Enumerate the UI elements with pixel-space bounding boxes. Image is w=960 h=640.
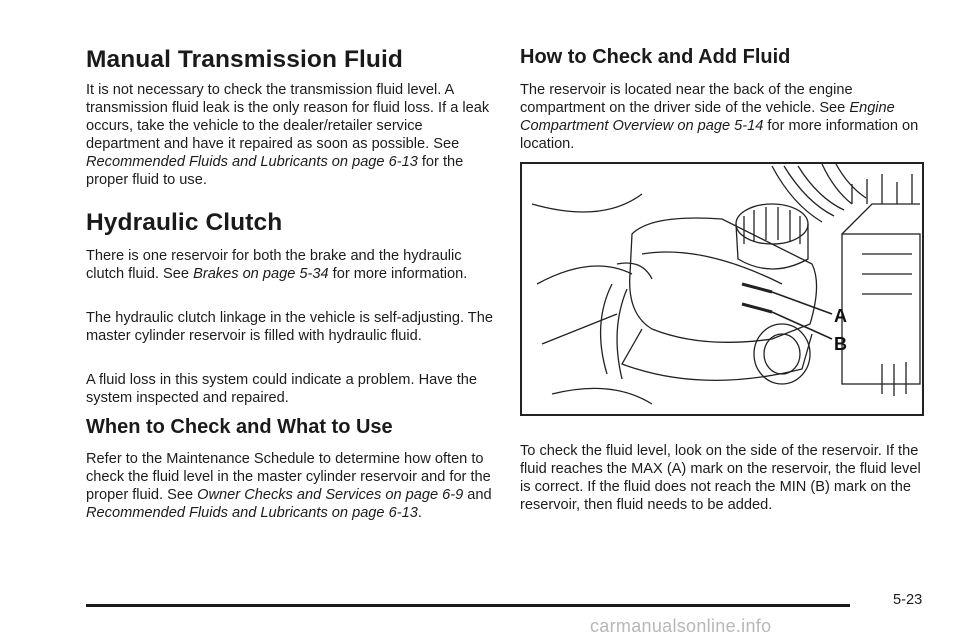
cross-reference-recommended-fluids-2[interactable]: Recommended Fluids and Lubricants on page 6-13 [86,505,418,521]
page-number: 5-23 [893,592,923,608]
body-text: The reservoir is located near the back of the engine compartment on the driver side of the vehicle. See [520,82,853,116]
hose-line [537,266,632,284]
body-text: for more information on location. [520,118,919,152]
body-text: Refer to the Maintenance Schedule to determine how often to check the fluid level in the master cylinder reservoir and for the proper fluid. See [86,451,491,503]
subsection-title-when-to-check: When to Check and What to Use [86,416,393,438]
label-a: A [834,306,847,326]
section-title-hydraulic-clutch: Hydraulic Clutch [86,209,283,236]
reservoir-illustration [520,162,924,416]
footer-rule [86,604,850,607]
body-text: for more information. [328,266,468,282]
hydraulic-clutch-paragraph-3: A fluid loss in this system could indicate a problem. Have the system inspected and repaired. [86,372,477,406]
body-text: . [417,505,422,521]
hose-line [552,388,652,404]
hose-line [532,194,642,212]
check-fluid-paragraph: To check the fluid level, look on the side of the reservoir. If the fluid reaches the MAX (A) mark on the reservoir, the fluid level is correct. If the fluid does not reach the MIN (B) mark on the reservoir, then fluid needs to be added. [520,443,921,513]
hydraulic-clutch-paragraph-1 [86,247,496,283]
reservoir-drawing [522,164,922,414]
hydraulic-clutch-paragraph-2: The hydraulic clutch linkage in the vehicle is self-adjusting. The master cylinder reservoir is filled with hydraulic fluid. [86,310,493,344]
when-to-check-paragraph [86,450,496,522]
cross-reference-recommended-fluids[interactable]: Recommended Fluids and Lubricants on page 6-13 [86,154,418,170]
hose-line [542,314,617,344]
subsection-title-how-to-check: How to Check and Add Fluid [520,46,791,68]
cross-reference-brakes[interactable]: Brakes on page 5-34 [193,266,329,282]
how-to-check-paragraph [520,81,930,153]
cross-reference-owner-checks[interactable]: Owner Checks and Services on page 6-9 [197,487,464,503]
body-text: for the proper fluid to use. [86,154,464,188]
section-title-manual-transmission-fluid: Manual Transmission Fluid [86,46,403,73]
label-b: B [834,334,847,354]
body-text: and [463,487,492,503]
body-text: There is one reservoir for both the brake and the hydraulic clutch fluid. See [86,248,462,282]
body-text: It is not necessary to check the transmission fluid level. A transmission fluid leak is the only reason for fluid loss. If a leak occurs, take the vehicle to the dealer/retailer service department and have it repaired as soon as possible. See [86,82,490,152]
cross-reference-engine-compartment[interactable]: Engine Compartment Overview on page 5-14 [520,100,895,134]
watermark: carmanualsonline.info [590,616,772,636]
manual-transmission-paragraph [86,81,496,189]
